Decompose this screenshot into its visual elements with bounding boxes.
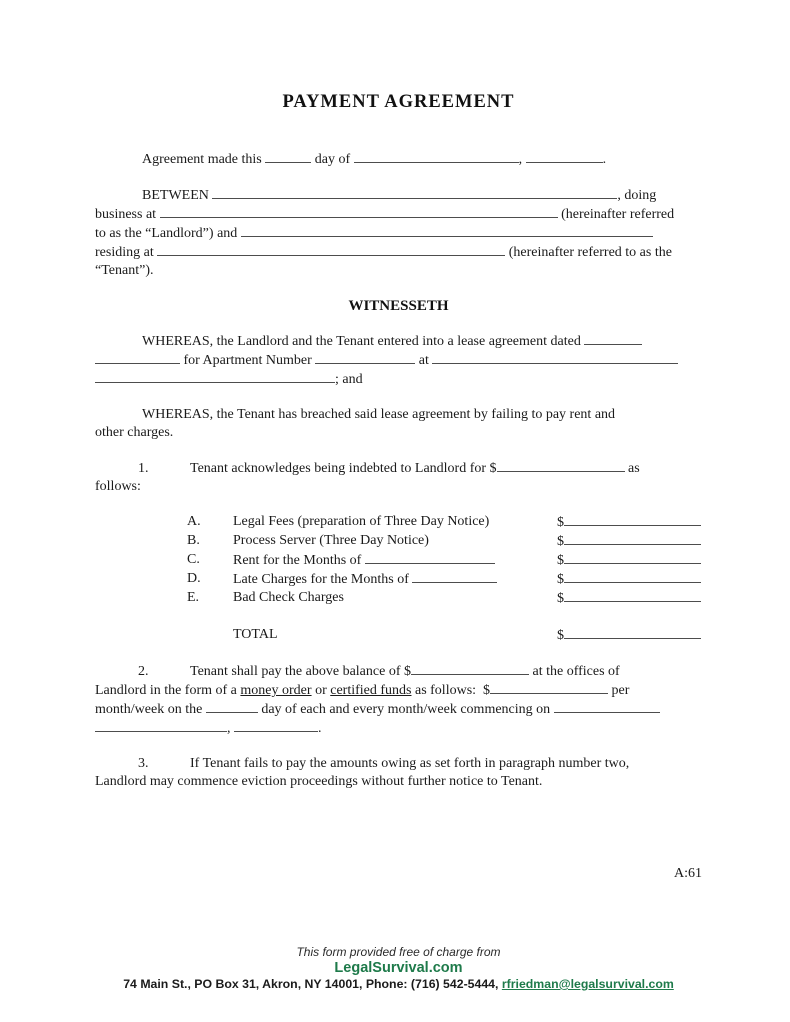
fee-item-row xyxy=(187,589,702,608)
clause-3-paragraph xyxy=(95,755,702,791)
fee-item-amount: $ xyxy=(557,513,702,532)
text-run: business at xyxy=(95,207,160,222)
fee-item-label: Legal Fees (preparation of Three Day Notice) xyxy=(233,514,490,529)
paragraph-number: 3. xyxy=(138,756,149,771)
paragraph-line xyxy=(95,700,702,719)
text-run: ; and xyxy=(335,372,363,387)
whereas-breach-paragraph xyxy=(95,406,702,442)
blank-line xyxy=(564,570,701,583)
fee-item-amount: $ xyxy=(557,589,702,608)
fee-items-list xyxy=(187,513,702,645)
fee-item-label: Late Charges for the Months of xyxy=(233,570,557,589)
blank-line xyxy=(212,186,617,199)
blank-line xyxy=(490,681,608,694)
footer-brand-link[interactable]: LegalSurvival.com xyxy=(334,960,463,976)
footer-email-link[interactable]: rfriedman@legalsurvival.com xyxy=(501,977,674,991)
paragraph-line xyxy=(95,351,702,370)
fee-item-row xyxy=(187,570,702,589)
blank-line xyxy=(95,370,335,383)
text-run: day of each and every month/week commencing on xyxy=(257,702,554,717)
underlined-text-run: money order xyxy=(240,683,312,698)
footer xyxy=(95,945,702,992)
text-run: as follows: $ xyxy=(411,683,491,698)
footer-address-text: 74 Main St., PO Box 31, Akron, NY 14001, Phone: (716) 542-5444, xyxy=(123,977,502,991)
blank-line xyxy=(206,700,258,713)
fee-item-label: Rent for the Months of xyxy=(233,551,557,570)
paragraph-line xyxy=(95,406,702,424)
text-run: Agreement made this xyxy=(142,152,266,167)
paragraph-line xyxy=(95,459,702,478)
blank-line xyxy=(354,150,519,163)
footer-provided-text: This form provided free of charge from xyxy=(296,945,501,959)
blank-line xyxy=(157,243,505,256)
blank-line xyxy=(365,551,495,564)
paragraph-line xyxy=(95,262,702,280)
paragraph-line xyxy=(95,755,702,773)
paragraph-line xyxy=(95,205,702,224)
blank-line xyxy=(526,150,603,163)
blank-line xyxy=(564,551,701,564)
fee-item-label: Bad Check Charges xyxy=(233,590,344,605)
fee-item-letter: A. xyxy=(187,514,201,529)
paragraph-line xyxy=(95,424,702,442)
blank-line xyxy=(411,662,529,675)
fee-item-row xyxy=(187,532,702,551)
text-run: or xyxy=(311,683,331,698)
text-run: Landlord in the form of a xyxy=(95,683,241,698)
text-run: follows: xyxy=(95,479,141,494)
blank-line xyxy=(497,459,625,472)
paragraph-number: 2. xyxy=(138,664,149,679)
blank-line xyxy=(315,351,415,364)
text-run: , xyxy=(518,152,526,167)
text-run: “Tenant”). xyxy=(95,263,154,278)
whereas-lease-paragraph xyxy=(95,332,702,389)
paragraph-number: 1. xyxy=(138,461,149,476)
text-run: (hereinafter referred to as the xyxy=(505,245,672,260)
fee-item-label: TOTAL xyxy=(233,627,278,642)
text-run: Tenant shall pay the above balance of $ xyxy=(190,664,411,679)
text-run: to as the “Landlord”) and xyxy=(95,226,241,241)
fee-item-amount: $ xyxy=(557,570,702,589)
parties-paragraph xyxy=(95,186,702,280)
text-run: residing at xyxy=(95,245,158,260)
blank-line xyxy=(584,332,642,345)
paragraph-line xyxy=(95,681,702,700)
clause-1-paragraph xyxy=(95,459,702,496)
clause-2-paragraph xyxy=(95,662,702,738)
paragraph-line xyxy=(95,332,702,351)
text-run: for Apartment Number xyxy=(180,353,316,368)
witnesseth-heading: WITNESSETH xyxy=(348,298,449,314)
text-run: at xyxy=(415,353,433,368)
text-run: as xyxy=(624,461,640,476)
text-run: . xyxy=(602,152,607,167)
blank-line xyxy=(95,719,227,732)
paragraph-line xyxy=(95,478,702,496)
blank-line xyxy=(95,351,180,364)
text-run: BETWEEN xyxy=(142,188,213,203)
text-run: Tenant acknowledges being indebted to Landlord for $ xyxy=(190,461,497,476)
fee-item-letter: C. xyxy=(187,552,200,567)
footer-address-line xyxy=(95,977,702,992)
text-run: WHEREAS, the Landlord and the Tenant entered into a lease agreement dated xyxy=(142,334,585,349)
text-run: at the offices of xyxy=(529,664,620,679)
blank-line xyxy=(241,224,653,237)
fee-item-label: Process Server (Three Day Notice) xyxy=(233,533,429,548)
fee-item-row xyxy=(187,626,702,645)
text-run: If Tenant fails to pay the amounts owing as set forth in paragraph number two, xyxy=(190,756,630,771)
fee-item-letter xyxy=(187,626,233,645)
paragraph-line xyxy=(95,773,702,791)
blank-line xyxy=(564,589,701,602)
text-run: day of xyxy=(311,152,354,167)
fee-item-letter: D. xyxy=(187,571,201,586)
blank-line xyxy=(564,513,701,526)
blank-line xyxy=(234,719,318,732)
text-run: per xyxy=(608,683,630,698)
fee-item-letter: E. xyxy=(187,590,200,605)
paragraph-line xyxy=(95,662,702,681)
blank-line xyxy=(265,150,311,163)
paragraph-line xyxy=(95,224,702,243)
fee-item-row xyxy=(187,513,702,532)
fee-item-letter: B. xyxy=(187,533,200,548)
blank-line xyxy=(564,626,701,639)
document-title: PAYMENT AGREEMENT xyxy=(282,92,515,112)
underlined-text-run: certified funds xyxy=(330,683,412,698)
text-run: WHEREAS, the Tenant has breached said lease agreement by failing to pay rent and xyxy=(142,407,616,422)
paragraph-line xyxy=(95,370,702,389)
intro-paragraph xyxy=(95,150,702,169)
text-run: other charges. xyxy=(95,425,174,440)
paragraph-line xyxy=(95,150,702,169)
text-run: (hereinafter referred xyxy=(557,207,675,222)
fee-item-amount: $ xyxy=(557,551,702,570)
blank-line xyxy=(412,570,497,583)
fee-item-amount: $ xyxy=(557,532,702,551)
text-run: . xyxy=(318,721,322,736)
text-run: , xyxy=(227,721,234,736)
paragraph-line xyxy=(95,243,702,262)
fee-item-amount: $ xyxy=(557,626,702,645)
text-run: Landlord may commence eviction proceedings without further notice to Tenant. xyxy=(95,774,543,789)
blank-line xyxy=(160,205,558,218)
form-reference-code: A:61 xyxy=(674,866,702,881)
fee-item-row xyxy=(187,551,702,570)
paragraph-line xyxy=(95,186,702,205)
text-run: , doing xyxy=(617,188,657,203)
text-run: month/week on the xyxy=(95,702,206,717)
paragraph-line xyxy=(95,719,702,738)
blank-line xyxy=(564,532,701,545)
blank-line xyxy=(554,700,660,713)
blank-line xyxy=(432,351,678,364)
